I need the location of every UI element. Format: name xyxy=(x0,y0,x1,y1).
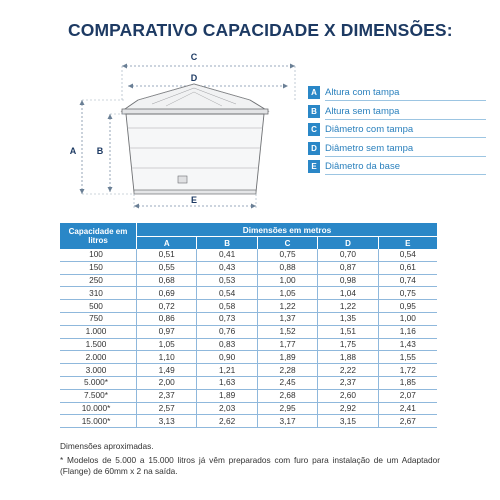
dimension-cell-d: 1,35 xyxy=(318,312,378,325)
dimension-cell-d: 0,87 xyxy=(318,261,378,274)
dimension-cell-b: 0,83 xyxy=(197,338,257,351)
dimension-cell-a: 0,72 xyxy=(137,300,197,313)
dimension-cell-e: 2,67 xyxy=(378,415,437,428)
dimension-cell-b: 1,21 xyxy=(197,364,257,377)
dimension-cell-e: 1,72 xyxy=(378,364,437,377)
legend-divider xyxy=(325,156,486,157)
dimension-cell-a: 2,00 xyxy=(137,376,197,389)
legend-item-a xyxy=(308,86,498,101)
table-row xyxy=(60,376,437,389)
tank-body xyxy=(126,114,264,194)
legend-item-c xyxy=(308,123,498,138)
legend-divider xyxy=(325,174,486,175)
capacity-cell: 100 xyxy=(60,249,137,261)
table-row xyxy=(60,415,437,428)
dimension-cell-b: 0,54 xyxy=(197,287,257,300)
capacity-cell: 250 xyxy=(60,274,137,287)
page-title: COMPARATIVO CAPACIDADE X DIMENSÕES: xyxy=(68,20,453,40)
label-a: A xyxy=(69,146,77,156)
dimension-cell-a: 1,10 xyxy=(137,351,197,364)
dimension-cell-a: 0,86 xyxy=(137,312,197,325)
dimension-cell-b: 2,03 xyxy=(197,402,257,415)
column-header-d: D xyxy=(318,237,378,250)
column-header-b: B xyxy=(197,237,257,250)
dimension-cell-e: 1,55 xyxy=(378,351,437,364)
table-row xyxy=(60,287,437,300)
tank-lid xyxy=(122,84,268,114)
dimension-cell-e: 0,75 xyxy=(378,287,437,300)
dimension-cell-b: 1,89 xyxy=(197,389,257,402)
capacity-cell: 10.000* xyxy=(60,402,137,415)
dimension-cell-d: 2,22 xyxy=(318,364,378,377)
capacity-cell: 500 xyxy=(60,300,137,313)
dimension-cell-c: 3,17 xyxy=(257,415,317,428)
note-approximate: Dimensões aproximadas. xyxy=(60,441,154,451)
dimension-cell-c: 1,37 xyxy=(257,312,317,325)
dimension-legend xyxy=(308,86,498,179)
dimension-cell-e: 2,07 xyxy=(378,389,437,402)
dimension-cell-c: 2,45 xyxy=(257,376,317,389)
legend-key: D xyxy=(308,142,320,155)
capacity-cell: 2.000 xyxy=(60,351,137,364)
table-row xyxy=(60,325,437,338)
legend-key: E xyxy=(308,160,320,173)
dimension-cell-c: 0,88 xyxy=(257,261,317,274)
table-row xyxy=(60,312,437,325)
dimension-cell-d: 2,92 xyxy=(318,402,378,415)
column-header-a: A xyxy=(137,237,197,250)
note-models: * Modelos de 5.000 a 15.000 litros já vêm preparados com furo para instalação de um Adaptador (Flange) de 60mm x 2 na saída. xyxy=(60,455,440,476)
dimension-cell-c: 1,89 xyxy=(257,351,317,364)
dimension-cell-d: 0,70 xyxy=(318,249,378,261)
dimension-cell-d: 1,22 xyxy=(318,300,378,313)
legend-item-d xyxy=(308,142,498,157)
tank-dimension-diagram xyxy=(60,44,300,214)
dimension-cell-b: 0,90 xyxy=(197,351,257,364)
dimension-cell-c: 1,05 xyxy=(257,287,317,300)
dimension-cell-a: 0,68 xyxy=(137,274,197,287)
dimension-cell-c: 2,28 xyxy=(257,364,317,377)
dimension-cell-c: 1,77 xyxy=(257,338,317,351)
dimension-cell-b: 0,73 xyxy=(197,312,257,325)
capacity-cell: 750 xyxy=(60,312,137,325)
legend-item-e xyxy=(308,160,498,175)
dimension-cell-c: 2,95 xyxy=(257,402,317,415)
dimension-cell-e: 0,61 xyxy=(378,261,437,274)
table-row xyxy=(60,389,437,402)
dimension-cell-a: 2,37 xyxy=(137,389,197,402)
dimension-cell-e: 1,43 xyxy=(378,338,437,351)
dimension-cell-a: 0,55 xyxy=(137,261,197,274)
dimension-cell-d: 1,51 xyxy=(318,325,378,338)
table-row xyxy=(60,249,437,261)
dimension-cell-a: 1,49 xyxy=(137,364,197,377)
capacity-cell: 1.000 xyxy=(60,325,137,338)
dimensions-group-header: Dimensões em metros xyxy=(137,223,438,237)
dimension-cell-a: 0,51 xyxy=(137,249,197,261)
legend-text: Diâmetro sem tampa xyxy=(325,142,414,154)
legend-text: Diâmetro com tampa xyxy=(325,124,414,135)
table-row xyxy=(60,261,437,274)
legend-text: Altura sem tampa xyxy=(325,105,400,117)
dimension-cell-b: 1,63 xyxy=(197,376,257,389)
dimension-cell-e: 1,85 xyxy=(378,376,437,389)
dimension-cell-e: 0,74 xyxy=(378,274,437,287)
capacity-header: Capacidade em litros xyxy=(60,223,137,249)
capacity-dimensions-table xyxy=(60,223,437,428)
dimension-cell-c: 2,68 xyxy=(257,389,317,402)
dimension-cell-d: 2,37 xyxy=(318,376,378,389)
legend-text: Altura com tampa xyxy=(325,87,400,98)
table-row xyxy=(60,364,437,377)
table-row xyxy=(60,402,437,415)
dimension-cell-a: 3,13 xyxy=(137,415,197,428)
dimension-cell-b: 0,41 xyxy=(197,249,257,261)
table-body xyxy=(60,249,437,428)
dimension-cell-a: 0,97 xyxy=(137,325,197,338)
dimension-cell-b: 2,62 xyxy=(197,415,257,428)
dimension-cell-d: 2,60 xyxy=(318,389,378,402)
label-e: E xyxy=(190,195,198,205)
legend-key: C xyxy=(308,123,320,136)
dimension-cell-e: 0,95 xyxy=(378,300,437,313)
dimension-cell-d: 1,04 xyxy=(318,287,378,300)
dimension-cell-c: 1,00 xyxy=(257,274,317,287)
legend-divider xyxy=(325,137,486,138)
legend-item-b xyxy=(308,105,498,120)
table-row xyxy=(60,274,437,287)
table-row xyxy=(60,338,437,351)
label-d: D xyxy=(190,73,198,83)
dimension-cell-c: 1,52 xyxy=(257,325,317,338)
dimension-cell-d: 0,98 xyxy=(318,274,378,287)
capacity-cell: 150 xyxy=(60,261,137,274)
legend-text: Diâmetro da base xyxy=(325,161,400,172)
dimension-cell-b: 0,53 xyxy=(197,274,257,287)
dimension-cell-c: 0,75 xyxy=(257,249,317,261)
table-row xyxy=(60,300,437,313)
dimension-cell-d: 1,75 xyxy=(318,338,378,351)
capacity-cell: 3.000 xyxy=(60,364,137,377)
dimension-cell-e: 1,16 xyxy=(378,325,437,338)
dimension-cell-e: 0,54 xyxy=(378,249,437,261)
capacity-cell: 5.000* xyxy=(60,376,137,389)
dimension-cell-b: 0,43 xyxy=(197,261,257,274)
dimension-cell-b: 0,76 xyxy=(197,325,257,338)
dimension-cell-d: 3,15 xyxy=(318,415,378,428)
capacity-cell: 7.500* xyxy=(60,389,137,402)
dimension-cell-c: 1,22 xyxy=(257,300,317,313)
capacity-cell: 310 xyxy=(60,287,137,300)
dimension-cell-a: 0,69 xyxy=(137,287,197,300)
dimension-cell-b: 0,58 xyxy=(197,300,257,313)
capacity-cell: 15.000* xyxy=(60,415,137,428)
dimension-b xyxy=(108,114,127,192)
legend-key: B xyxy=(308,105,320,118)
dimension-cell-a: 1,05 xyxy=(137,338,197,351)
label-c: C xyxy=(190,52,198,62)
capacity-cell: 1.500 xyxy=(60,338,137,351)
label-b: B xyxy=(96,146,104,156)
legend-divider xyxy=(325,100,486,101)
legend-key: A xyxy=(308,86,320,99)
dimension-cell-d: 1,88 xyxy=(318,351,378,364)
table-row xyxy=(60,351,437,364)
dimension-cell-e: 2,41 xyxy=(378,402,437,415)
dimension-cell-e: 1,00 xyxy=(378,312,437,325)
column-header-e: E xyxy=(378,237,437,250)
column-header-c: C xyxy=(257,237,317,250)
dimension-cell-a: 2,57 xyxy=(137,402,197,415)
legend-divider xyxy=(325,119,486,120)
